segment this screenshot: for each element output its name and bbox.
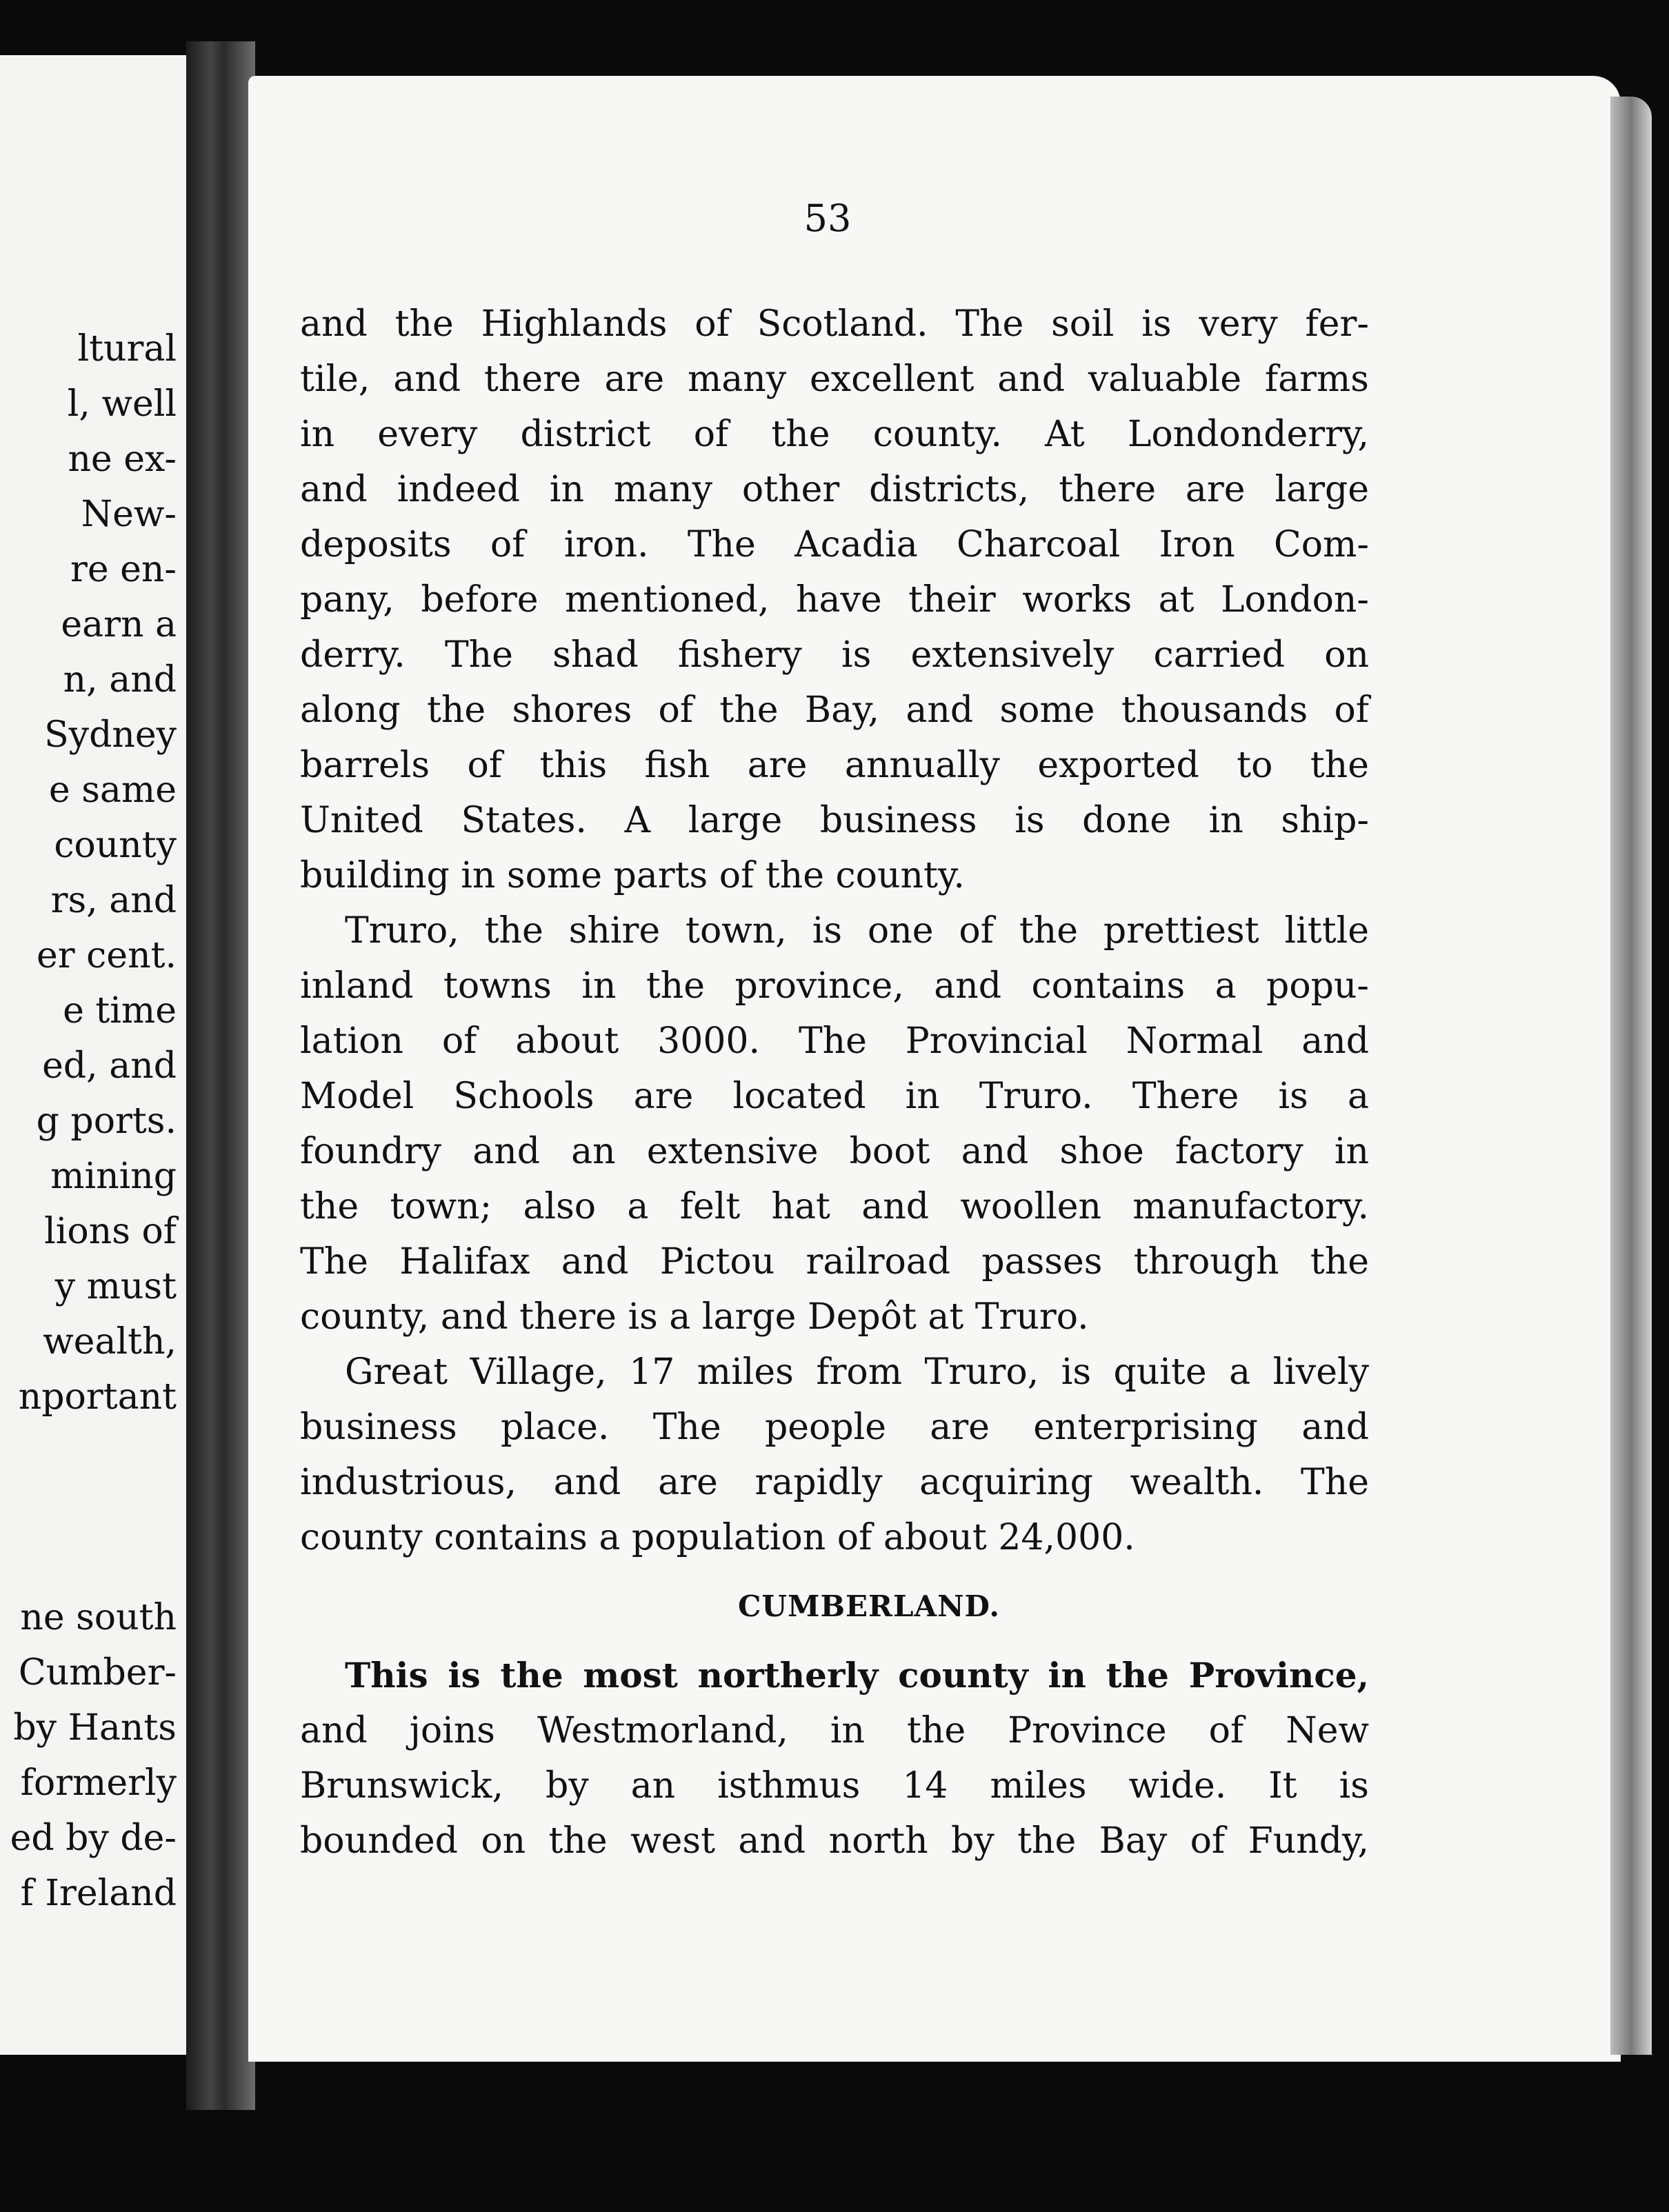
left-line-fragment: rs, and (50, 880, 177, 921)
text-line: county, and there is a large Depôt at Truro. (300, 1296, 1089, 1338)
text-line: Truro, the shire town, is one of the prettiest little (345, 910, 1369, 952)
left-line-fragment: n, and (63, 659, 177, 701)
text-line: inland towns in the province, and contains a popu- (300, 965, 1369, 1007)
text-line: Model Schools are located in Truro. There is a (300, 1076, 1369, 1117)
previous-page-fragment (0, 55, 186, 2055)
text-line: and the Highlands of Scotland. The soil is very fer- (300, 303, 1369, 345)
text-line: pany, before mentioned, have their works at London- (300, 579, 1369, 621)
text-line: lation of about 3000. The Provincial Normal and (300, 1020, 1369, 1062)
text-line: building in some parts of the county. (300, 855, 965, 896)
left-line-fragment: county (54, 825, 177, 866)
left-line-fragment: nportant (18, 1376, 177, 1418)
text-line: barrels of this fish are annually exported to the (300, 745, 1369, 786)
left-line-fragment: New- (81, 494, 177, 535)
page-edge (1610, 97, 1652, 2055)
text-line: county contains a population of about 24,000. (300, 1517, 1135, 1558)
text-line: the town; also a felt hat and woollen manufactory. (300, 1186, 1369, 1227)
section-heading: CUMBERLAND. (737, 1589, 1001, 1623)
left-line-fragment: ed by de- (10, 1818, 177, 1859)
text-line: derry. The shad fishery is extensively carried on (300, 634, 1369, 676)
book-gutter (186, 41, 255, 2110)
text-line: deposits of iron. The Acadia Charcoal Iron Com- (300, 524, 1369, 565)
left-line-fragment: earn a (61, 604, 177, 645)
text-line: business place. The people are enterprising and (300, 1407, 1369, 1448)
text-line: bounded on the west and north by the Bay of Fundy, (300, 1820, 1369, 1862)
left-line-fragment: e same (48, 770, 177, 811)
text-line: in every district of the county. At Londonderry, (300, 414, 1369, 455)
left-line-fragment: wealth, (43, 1321, 177, 1363)
left-line-fragment: ltural (77, 328, 177, 370)
left-line-fragment: formerly (20, 1762, 177, 1804)
text-line: and indeed in many other districts, there are large (300, 469, 1369, 510)
text-line: The Halifax and Pictou railroad passes through the (300, 1241, 1369, 1283)
left-line-fragment: by Hants (13, 1707, 177, 1749)
text-line: industrious, and are rapidly acquiring wealth. The (300, 1462, 1369, 1503)
left-line-fragment: er cent. (37, 935, 177, 976)
left-line-fragment: ne south (20, 1597, 177, 1638)
left-line-fragment: lions of (44, 1211, 177, 1252)
left-line-fragment: Cumber- (18, 1652, 177, 1693)
page-number: 53 (803, 197, 852, 240)
text-line: foundry and an extensive boot and shoe factory in (300, 1131, 1369, 1172)
left-line-fragment: ed, and (42, 1045, 177, 1087)
text-line: and joins Westmorland, in the Province of New (300, 1710, 1369, 1751)
text-line: This is the most northerly county in the Province, (345, 1655, 1369, 1696)
left-line-fragment: y must (54, 1266, 177, 1307)
text-line: along the shores of the Bay, and some thousands of (300, 690, 1369, 731)
left-line-fragment: mining (50, 1156, 177, 1197)
text-line: tile, and there are many excellent and valuable farms (300, 359, 1369, 400)
left-line-fragment: e time (63, 990, 177, 1032)
left-line-fragment: g ports. (36, 1100, 177, 1142)
left-line-fragment: f Ireland (20, 1873, 177, 1914)
text-line: Great Village, 17 miles from Truro, is quite a lively (345, 1351, 1369, 1393)
left-line-fragment: re en- (70, 549, 177, 590)
text-line: Brunswick, by an isthmus 14 miles wide. It is (300, 1765, 1369, 1807)
left-line-fragment: ne ex- (68, 439, 177, 480)
page-body (300, 296, 1369, 1869)
text-line: United States. A large business is done in ship- (300, 800, 1369, 841)
left-line-fragment: Sydney (44, 714, 177, 756)
left-line-fragment: l, well (67, 383, 177, 425)
